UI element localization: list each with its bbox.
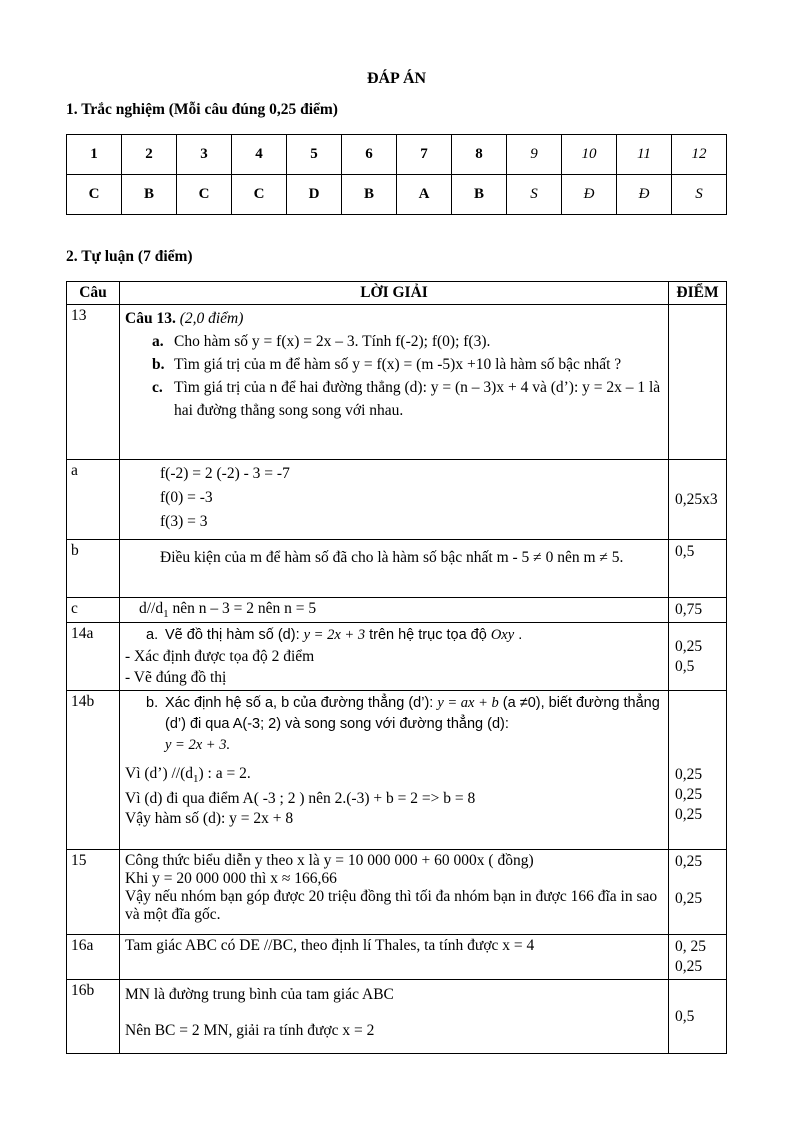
solution-14a [120,623,669,691]
col-header-diem: ĐIỂM [669,282,727,305]
mcq-q7: 7 [397,135,452,175]
points-14a: 0,25 0,5 [669,623,727,691]
points-13 [669,305,727,460]
mcq-q11: 11 [617,135,672,175]
mcq-q8: 8 [452,135,507,175]
spacer [675,693,720,765]
mcq-a7: A [397,175,452,215]
mcq-q5: 5 [287,135,342,175]
points-14b: 0,25 0,25 0,25 [669,691,727,850]
essay-solution-table [66,281,727,1054]
mcq-q9: 9 [507,135,562,175]
solution-line: Khi y = 20 000 000 thì x ≈ 166,66 [125,870,337,888]
row-16a [67,935,727,980]
question-13-item-a: a. Cho hàm số y = f(x) = 2x – 3. Tính f(-2); f(0); f(3). [152,333,491,350]
cau-13b: b [67,540,120,598]
essay-header-row [67,282,727,305]
solution-14b [120,691,669,850]
mcq-q1: 1 [67,135,122,175]
solution-13 [120,305,669,460]
cau-13a: a [67,460,120,540]
solution-line: f(0) = -3 [160,489,213,506]
cau-14a: 14a [67,623,120,691]
row-13 [67,305,727,460]
mcq-q12: 12 [672,135,727,175]
points-16a: 0, 25 0,25 [669,935,727,980]
cau-13: 13 [67,305,120,460]
row-15 [67,850,727,935]
mcq-q6: 6 [342,135,397,175]
row-13b [67,540,727,598]
mcq-a9: S [507,175,562,215]
row-14b [67,691,727,850]
math-expression: y = 2x + 3. [165,737,231,754]
mcq-q2: 2 [122,135,177,175]
solution-line: Điều kiện của m để hàm số đã cho là hàm số bậc nhất m - 5 ≠ 0 nên m ≠ 5. [160,549,624,566]
solution-13c [120,598,669,623]
points-13b: 0,5 [669,540,727,598]
solution-line: b. Xác định hệ số a, b của đường thẳng (d’): y = ax + b (a ≠0), biết đường thẳng (d’) đi qua A(-3; 2) và song song với đường thẳng (d): [146,695,660,733]
solution-line: Nên BC = 2 MN, giải ra tính được x = 2 [125,1022,375,1040]
mcq-a12: S [672,175,727,215]
mcq-q3: 3 [177,135,232,175]
mcq-q10: 10 [562,135,617,175]
cau-13c: c [67,598,120,623]
question-13-title: Câu 13. (2,0 điểm) [125,310,244,327]
points-13a: 0,25x3 [669,460,727,540]
mcq-question-number-row [67,135,727,175]
solution-13b [120,540,669,598]
mcq-a11: Đ [617,175,672,215]
solution-16a [120,935,669,980]
cau-16b: 16b [67,980,120,1054]
row-16b [67,980,727,1054]
solution-16b [120,980,669,1054]
row-13a [67,460,727,540]
question-13-item-c: c. Tìm giá trị của n để hai đường thẳng (d): y = (n – 3)x + 4 và (d’): y = 2x – 1 là hai đường thẳng song song với nhau. [152,379,661,419]
mcq-a10: Đ [562,175,617,215]
solution-line: $d//d_1$ nên n – 3 = 2 nên n = 5 [139,600,317,621]
mcq-a3: C [177,175,232,215]
solution-line: a. Vẽ đồ thị hàm số (d): y = 2x + 3 trên hệ trục tọa độ Oxy . [146,627,523,644]
mcq-answer-table [66,134,727,215]
solution-line: Vì (d’) $//(d_1)$ : a = 2. [125,765,251,786]
solution-line: Vì (d) đi qua điểm A( -3 ; 2 ) nên 2.(-3) + b = 2 => b = 8 [125,790,476,808]
cau-16a: 16a [67,935,120,980]
solution-line: Tam giác ABC có DE //BC, theo định lí Thales, ta tính được x = 4 [125,937,535,955]
solution-line: f(3) = 3 [160,513,208,530]
solution-line: f(-2) = 2 (-2) - 3 = -7 [160,465,290,482]
math-expression: y = 2x + 3 [303,627,366,644]
math-expression: Oxy [490,627,515,644]
mcq-answer-row [67,175,727,215]
points-15: 0,25 0,25 [669,850,727,935]
cau-15: 15 [67,850,120,935]
points-16b: 0,5 [669,980,727,1054]
mcq-a1: C [67,175,122,215]
solution-line: Vậy nếu nhóm bạn góp được 20 triệu đồng thì tối đa nhóm bạn in được 166 đĩa in sao và một đĩa gốc. [125,888,658,924]
section1-heading: 1. Trắc nghiệm (Mỗi câu đúng 0,25 điểm) [66,101,338,118]
solution-line: - Xác định được tọa độ 2 điểm [125,648,315,666]
solution-13a [120,460,669,540]
mcq-a6: B [342,175,397,215]
solution-line: - Vẽ đúng đồ thị [125,669,227,687]
cau-14b: 14b [67,691,120,850]
doc-title: ĐÁP ÁN [366,70,427,87]
mcq-q4: 4 [232,135,287,175]
mcq-a2: B [122,175,177,215]
col-header-cau: Câu [67,282,120,305]
mcq-a8: B [452,175,507,215]
col-header-loi-giai: LỜI GIẢI [120,282,669,305]
row-13c [67,598,727,623]
mcq-a5: D [287,175,342,215]
solution-line: Vậy hàm số (d): y = 2x + 8 [125,810,294,828]
points-13c: 0,75 [669,598,727,623]
mcq-a4: C [232,175,287,215]
solution-line: Công thức biểu diễn y theo x là y = 10 000 000 + 60 000x ( đồng) [125,852,534,870]
question-13-item-b: b. Tìm giá trị của m để hàm số y = f(x) = (m -5)x +10 là hàm số bậc nhất ? [152,356,622,373]
row-14a [67,623,727,691]
solution-line: MN là đường trung bình của tam giác ABC [125,986,394,1004]
math-expression: y = ax + b [437,695,499,712]
solution-15 [120,850,669,935]
section2-heading: 2. Tự luận (7 điểm) [66,248,193,265]
